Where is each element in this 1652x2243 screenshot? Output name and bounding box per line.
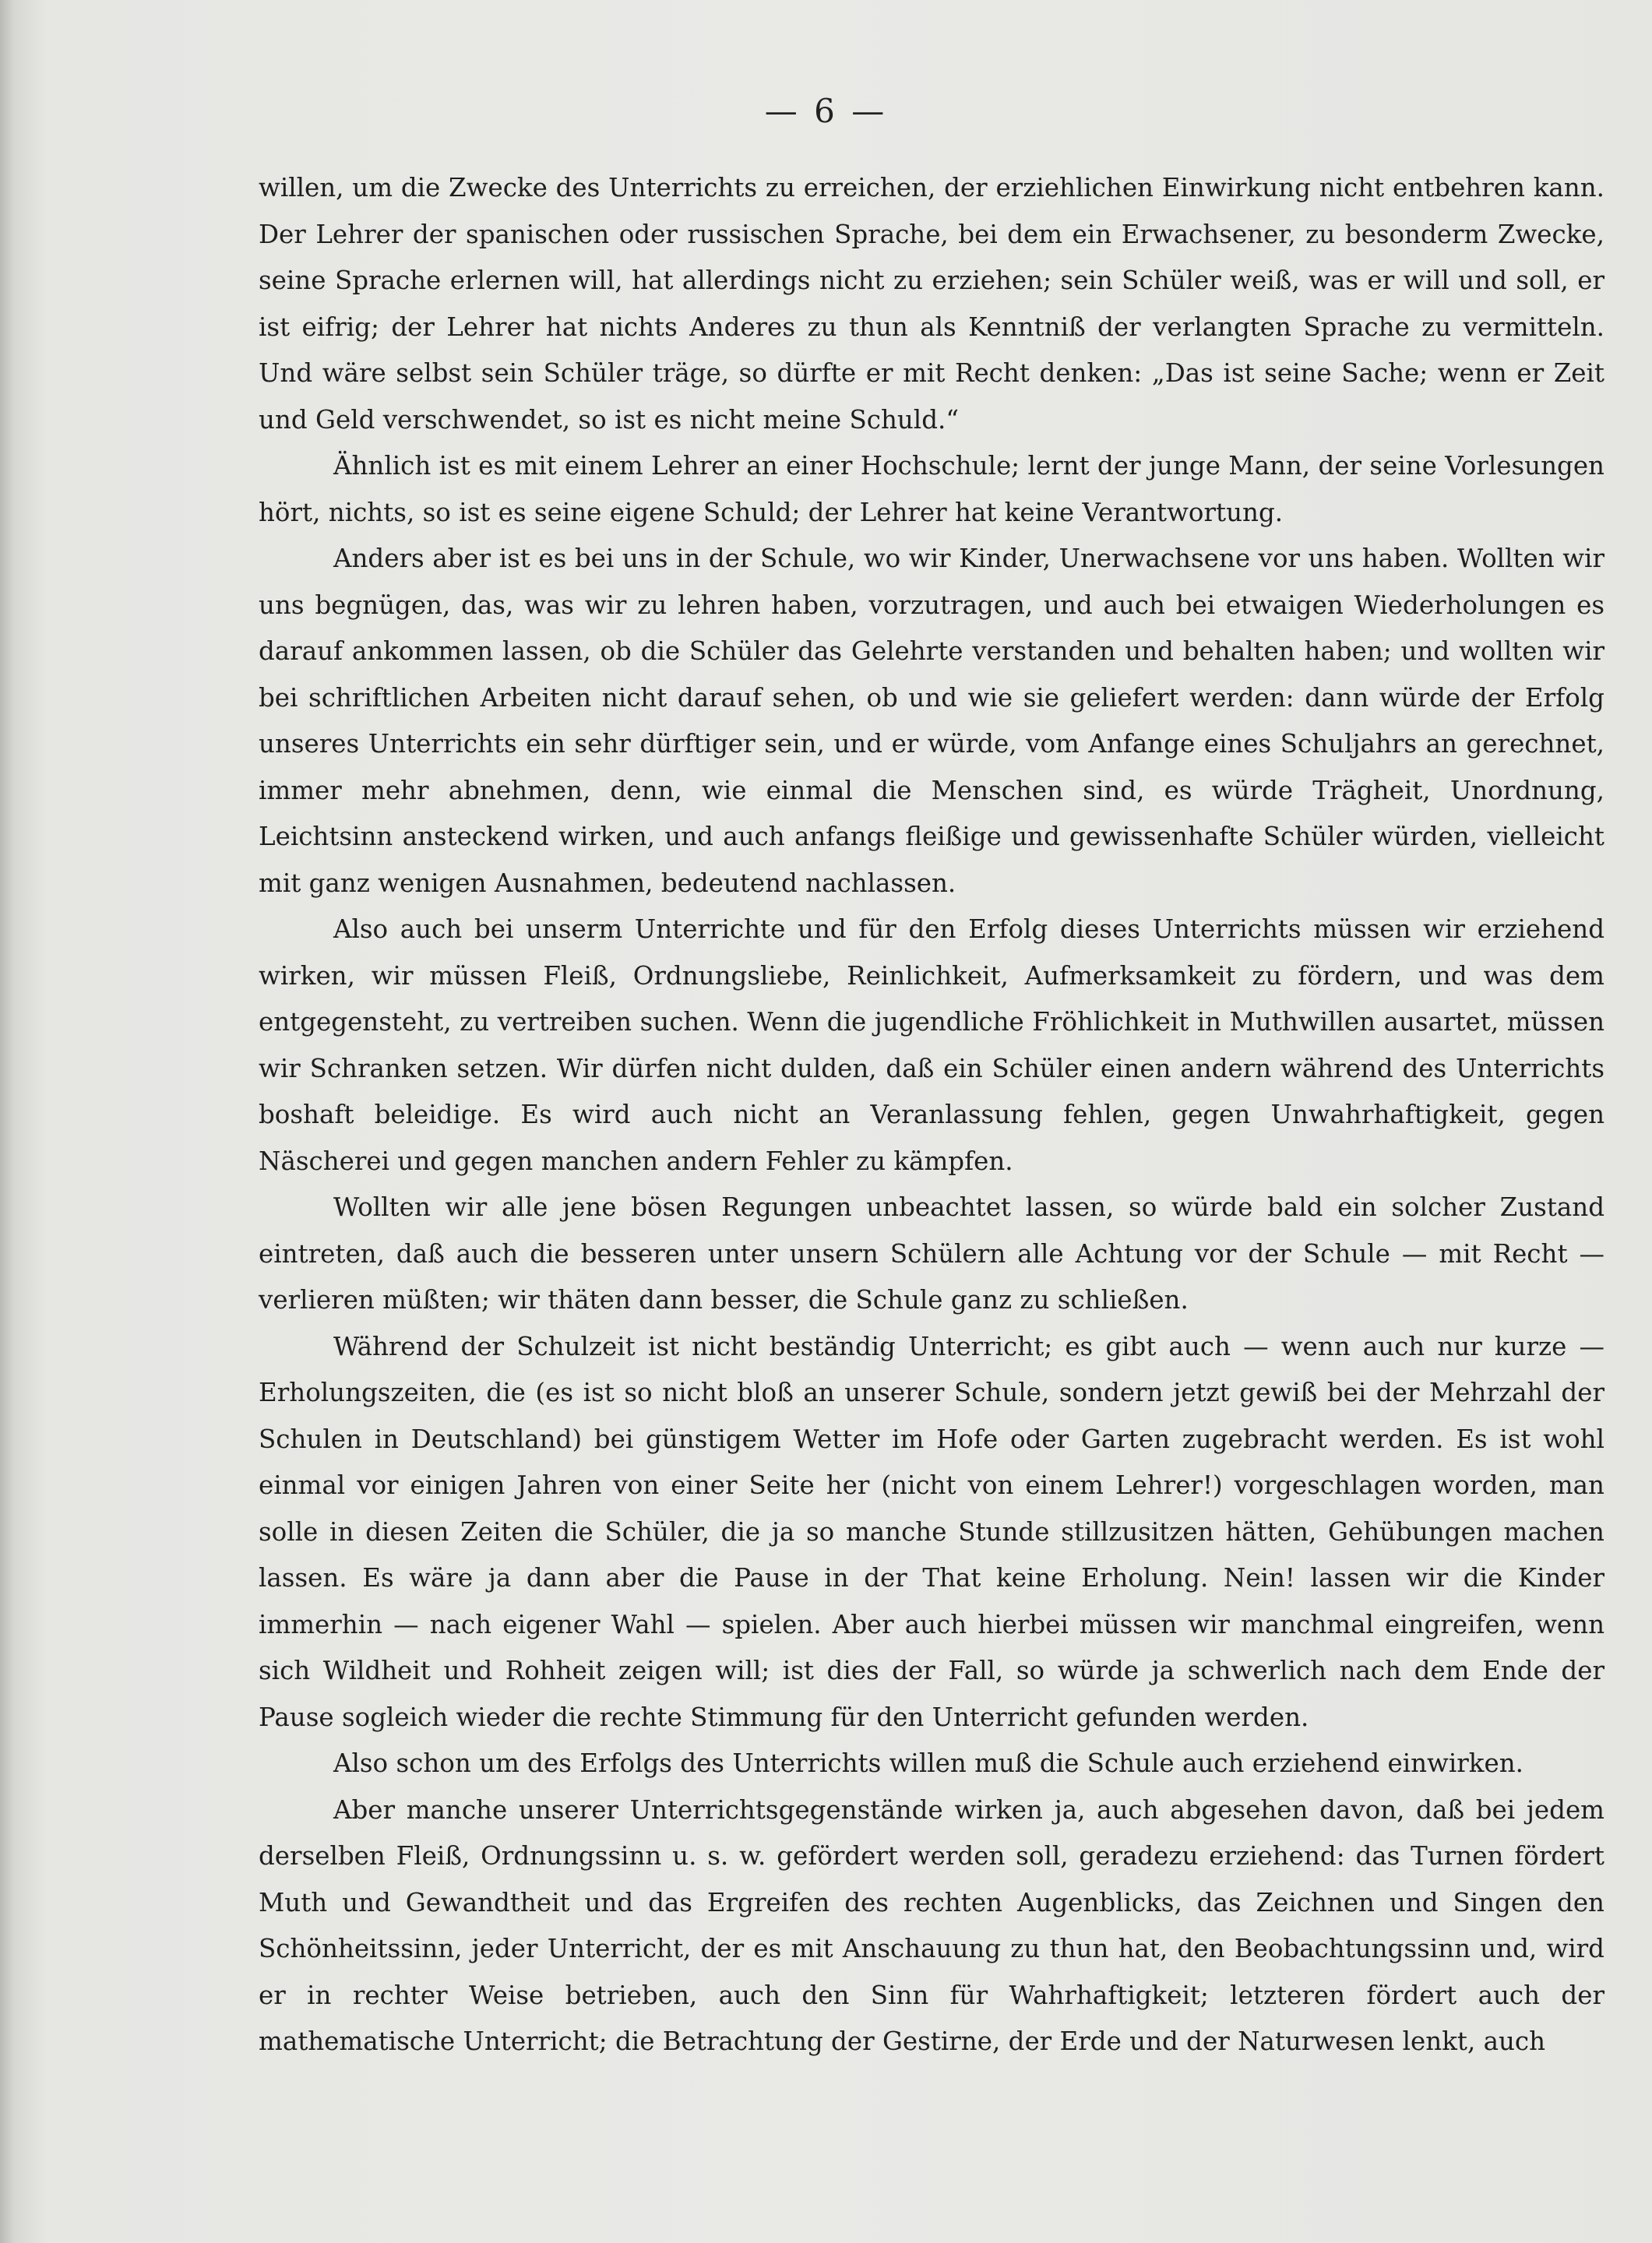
- paragraph-4: Also auch bei unserm Unterrichte und für den Erfolg dieses Unterrichts müssen wir erziehend wirken, wir müssen Fleiß, Ordnungsliebe, Reinlichkeit, Aufmerksamkeit zu fördern, und was dem entgegensteht, zu vertreiben suchen. Wenn die jugendliche Fröhlichkeit in Muthwillen ausartet, müssen wir Schranken setzen. Wir dürfen nicht dulden, daß ein Schüler einen andern während des Unterrichts boshaft beleidige. Es wird auch nicht an Veranlassung fehlen, gegen Unwahrhaftigkeit, gegen Näscherei und gegen manchen andern Fehler zu kämpfen.: [259, 914, 1604, 1176]
- paragraph-8: Aber manche unserer Unterrichtsgegenstände wirken ja, auch abgesehen davon, daß bei jedem derselben Fleiß, Ordnungssinn u. s. w. gefördert werden soll, geradezu erziehend: das Turnen fördert Muth und Gewandtheit und das Ergreifen des rechten Augenblicks, das Zeichnen und Singen den Schönheitssinn, jeder Unterricht, der es mit Anschauung zu thun hat, den Beobachtungssinn und, wird er in rechter Weise betrieben, auch den Sinn für Wahrhaftigkeit; letzteren fördert auch der mathematische Unterricht; die Betrachtung der Gestirne, der Erde und der Naturwesen lenkt, auch: [259, 1794, 1604, 2056]
- paragraph-3: Anders aber ist es bei uns in der Schule, wo wir Kinder, Unerwachsene vor uns haben. Wollten wir uns begnügen, das, was wir zu lehren haben, vorzutragen, und auch bei etwaigen Wiederholungen es darauf ankommen lassen, ob die Schüler das Gelehrte verstanden und behalten haben; und wollten wir bei schriftlichen Arbeiten nicht darauf sehen, ob und wie sie geliefert werden: dann würde der Erfolg unseres Unterrichts ein sehr dürftiger sein, und er würde, vom Anfange eines Schuljahrs an gerechnet, immer mehr abnehmen, denn, wie einmal die Menschen sind, es würde Trägheit, Unordnung, Leichtsinn ansteckend wirken, und auch anfangs fleißige und gewissenhafte Schüler würden, vielleicht mit ganz wenigen Ausnahmen, bedeutend nachlassen.: [259, 544, 1604, 898]
- paragraph-2: Ähnlich ist es mit einem Lehrer an einer Hochschule; lernt der junge Mann, der seine Vorlesungen hört, nichts, so ist es seine eigene Schuld; der Lehrer hat keine Verantwortung.: [259, 451, 1604, 527]
- paragraph-7: Also schon um des Erfolgs des Unterrichts willen muß die Schule auch erziehend einwirken.: [333, 1748, 1523, 1778]
- page-number: — 6 —: [764, 92, 888, 130]
- paragraph-6: Während der Schulzeit ist nicht beständig Unterricht; es gibt auch — wenn auch nur kurze — Erholungszeiten, die (es ist so nicht bloß an unserer Schule, sondern jetzt gewiß bei der Mehrzahl der Schulen in Deutschland) bei günstigem Wetter im Hofe oder Garten zugebracht werden. Es ist wohl einmal vor einigen Jahren von einer Seite her (nicht von einem Lehrer!) vorgeschlagen worden, man solle in diesen Zeiten die Schüler, die ja so manche Stunde stillzusitzen hätten, Gehübungen machen lassen. Es wäre ja dann aber die Pause in der That keine Erholung. Nein! lassen wir die Kinder immerhin — nach eigener Wahl — spielen. Aber auch hierbei müssen wir manchmal eingreifen, wenn sich Wildheit und Rohheit zeigen will; ist dies der Fall, so würde ja schwerlich nach dem Ende der Pause sogleich wieder die rechte Stimmung für den Unterricht gefunden werden.: [259, 1331, 1604, 1732]
- paragraph-1: willen, um die Zwecke des Unterrichts zu erreichen, der erziehlichen Einwirkung nicht entbehren kann. Der Lehrer der spanischen oder russischen Sprache, bei dem ein Erwachsener, zu besonderm Zwecke, seine Sprache erlernen will, hat allerdings nicht zu erziehen; sein Schüler weiß, was er will und soll, er ist eifrig; der Lehrer hat nichts Anderes zu thun als Kenntniß der verlangten Sprache zu vermitteln. Und wäre selbst sein Schüler träge, so dürfte er mit Recht denken: „Das ist seine Sache; wenn er Zeit und Geld verschwendet, so ist es nicht meine Schuld.“: [259, 173, 1604, 435]
- paragraph-5: Wollten wir alle jene bösen Regungen unbeachtet lassen, so würde bald ein solcher Zustand eintreten, daß auch die besseren unter unsern Schülern alle Achtung vor der Schule — mit Recht — verlieren müßten; wir thäten dann besser, die Schule ganz zu schließen.: [259, 1192, 1604, 1315]
- body-text: [259, 165, 1604, 2065]
